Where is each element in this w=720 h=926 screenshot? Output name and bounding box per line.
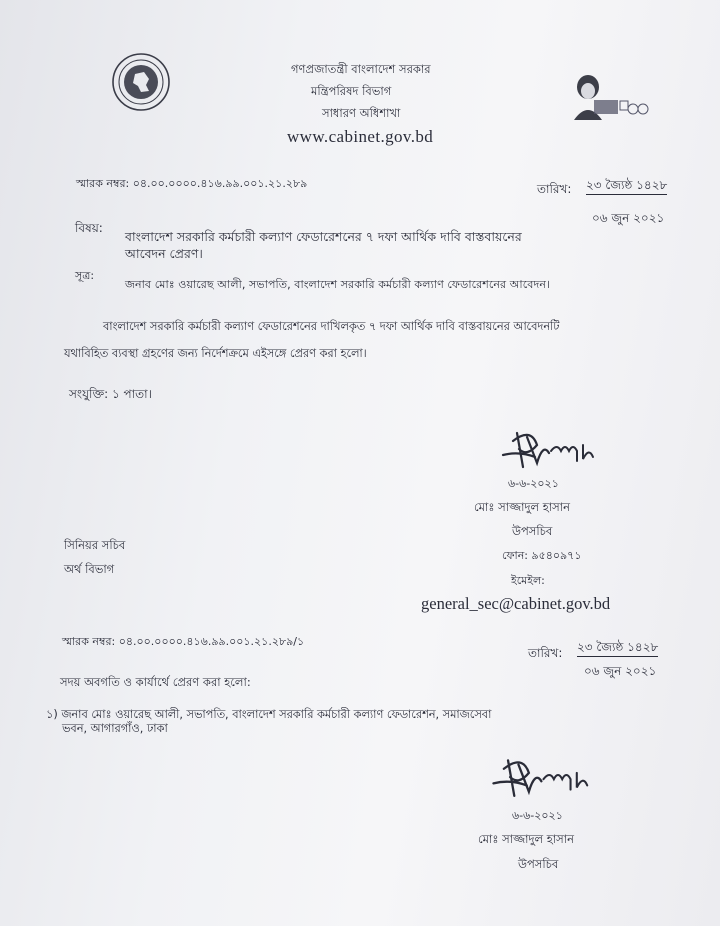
subject-text-line1: বাংলাদেশ সরকারি কর্মচারী কল্যাণ ফেডারেশনের ৭ দফা আর্থিক দাবি বাস্তবায়নের [125, 229, 522, 244]
copy-item-line1: ১) জনাব মোঃ ওয়ারেছ আলী, সভাপতি, বাংলাদেশ সরকারি কর্মচারী কল্যাণ ফেডারেশন, সমাজসেবা [46, 708, 492, 721]
header-government: গণপ্রজাতন্ত্রী বাংলাদেশ সরকার [291, 62, 431, 76]
memo2-date-label: তারিখ: [528, 646, 563, 660]
recipient-division: অর্থ বিভাগ [64, 562, 115, 576]
memo-date-label: তারিখ: [537, 182, 572, 196]
body-line1: বাংলাদেশ সরকারি কর্মচারী কল্যাণ ফেডারেশনের দাখিলকৃত ৭ দফা আর্থিক দাবি বাস্তবায়নের আবেদনটি [103, 320, 560, 333]
mujib-year-emblem-icon [570, 70, 652, 122]
signature2-image [487, 750, 602, 800]
subject-text-line2: আবেদন প্রেরণ। [125, 246, 203, 261]
signatory1-phone: ফোন: ৯৫৪০৯৭১ [502, 549, 582, 562]
signatory1-email-label: ইমেইল: [511, 574, 545, 587]
memo2-date-bengali: ২৩ জ্যৈষ্ঠ ১৪২৮ [577, 640, 658, 657]
subject-label: বিষয়: [75, 221, 103, 235]
signatory1-designation: উপসচিব [512, 524, 553, 538]
body-line2: যথাবিহিত ব্যবস্থা গ্রহণের জন্য নির্দেশক্রমে এইসঙ্গে প্রেরণ করা হলো। [64, 347, 367, 360]
signatory2-designation: উপসচিব [518, 857, 559, 871]
copy-item-line2: ভবন, আগারগাঁও, ঢাকা [62, 722, 168, 735]
attachment-note: সংযুক্তি: ১ পাতা। [69, 387, 152, 401]
government-seal-icon [111, 52, 171, 112]
signature-image [497, 423, 607, 471]
memo2-date-english: ০৬ জুন ২০২১ [584, 664, 657, 678]
signatory1-date: ৬-৬-২০২১ [508, 477, 559, 490]
header-division: মন্ত্রিপরিষদ বিভাগ [311, 84, 392, 98]
signatory1-email: general_sec@cabinet.gov.bd [421, 594, 611, 613]
memo-date-english: ০৬ জুন ২০২১ [592, 211, 665, 225]
header-website: www.cabinet.gov.bd [287, 127, 434, 146]
header-section: সাধারণ অধিশাখা [322, 106, 401, 120]
memo2-number: স্মারক নম্বর: ০৪.০০.০০০০.৪১৬.৯৯.০০১.২১.২৮৯/১ [62, 635, 305, 648]
signatory2-date: ৬-৬-২০২১ [512, 809, 563, 822]
memo-number: স্মারক নম্বর: ০৪.০০.০০০০.৪১৬.৯৯.০০১.২১.২৮৯ [76, 177, 308, 190]
signatory1-name: মোঃ সাজ্জাদুল হাসান [474, 500, 570, 514]
signatory2-name: মোঃ সাজ্জাদুল হাসান [478, 832, 574, 846]
memo-date-bengali: ২৩ জ্যৈষ্ঠ ১৪২৮ [586, 178, 667, 195]
reference-label: সূত্র: [75, 269, 95, 282]
reference-text: জনাব মোঃ ওয়ারেছ আলী, সভাপতি, বাংলাদেশ সরকারি কর্মচারী কল্যাণ ফেডারেশনের আবেদন। [125, 278, 551, 291]
copy-intro: সদয় অবগতি ও কার্যার্থে প্রেরণ করা হলো: [60, 675, 251, 689]
recipient-title: সিনিয়র সচিব [64, 538, 126, 552]
